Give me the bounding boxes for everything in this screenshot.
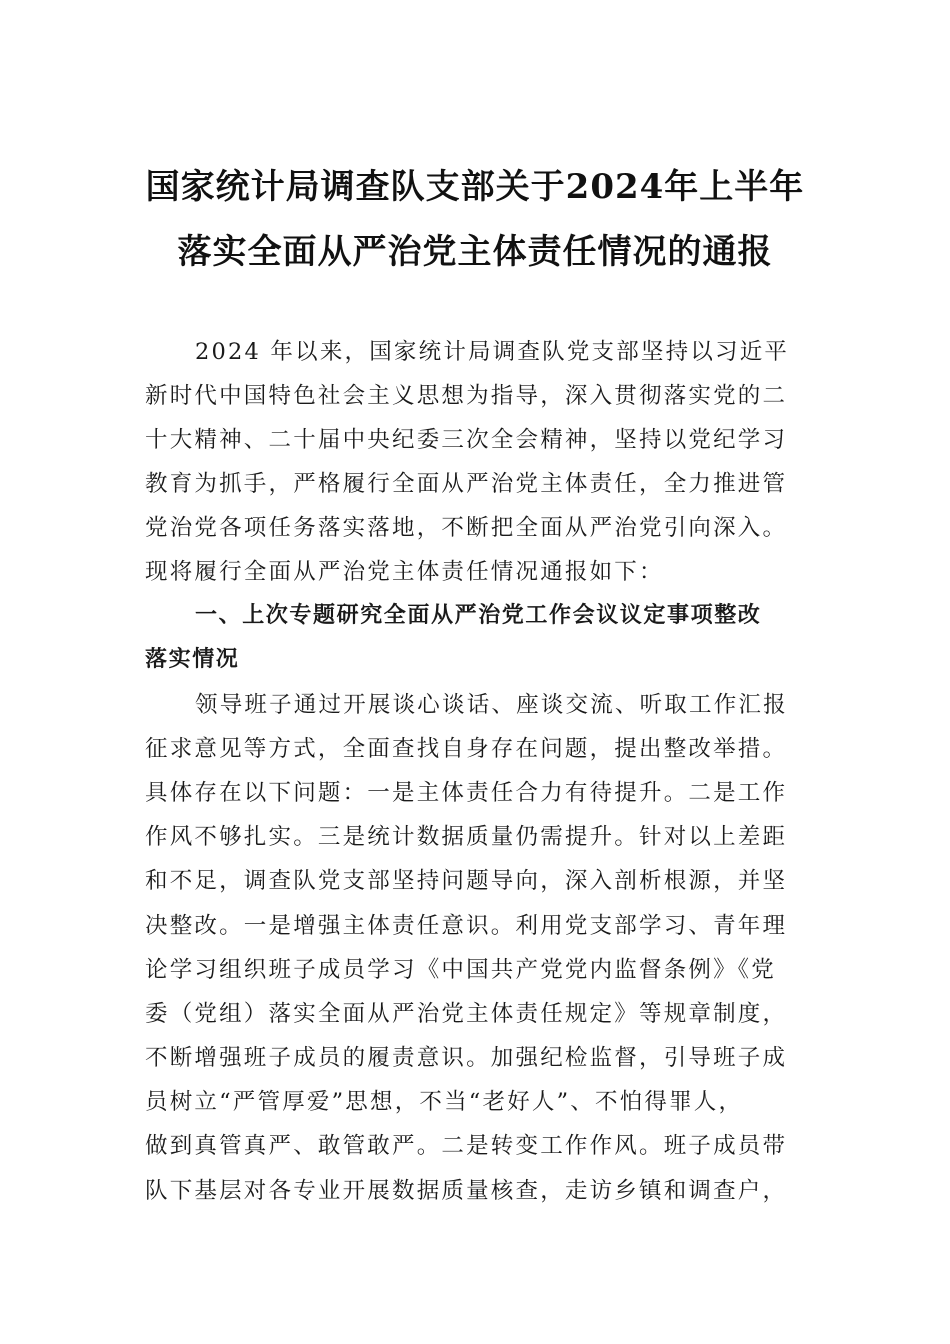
paragraph-2-line-3: 具体存在以下问题：一是主体责任合力有待提升。二是工作 xyxy=(145,780,788,806)
paragraph-1-line-4: 教育为抓手，严格履行全面从严治党主体责任，全力推进管 xyxy=(145,471,788,497)
paragraph-2-line-4: 作风不够扎实。三是统计数据质量仍需提升。针对以上差距 xyxy=(145,824,788,850)
document-title-line-1: 国家统计局调查队支部关于2024年上半年 xyxy=(145,167,805,207)
paragraph-2-line-12: 队下基层对各专业开展数据质量核查，走访乡镇和调查户， xyxy=(145,1178,788,1204)
paragraph-1-line-2: 新时代中国特色社会主义思想为指导，深入贯彻落实党的二 xyxy=(145,383,788,409)
paragraph-2-line-1: 领导班子通过开展谈心谈话、座谈交流、听取工作汇报 xyxy=(195,692,788,718)
paragraph-1-line-1: 2024 年以来，国家统计局调查队党支部坚持以习近平 xyxy=(195,339,790,365)
section-heading-line-1: 一、上次专题研究全面从严治党工作会议议定事项整改 xyxy=(195,603,762,628)
paragraph-2-line-2: 征求意见等方式，全面查找自身存在问题，提出整改举措。 xyxy=(145,736,788,762)
paragraph-2-line-5: 和不足，调查队党支部坚持问题导向，深入剖析根源，并坚 xyxy=(145,868,788,894)
paragraph-1-line-3: 十大精神、二十届中央纪委三次全会精神，坚持以党纪学习 xyxy=(145,427,788,453)
paragraph-2-line-11: 做到真管真严、敢管敢严。二是转变工作作风。班子成员带 xyxy=(145,1133,788,1159)
paragraph-1-line-5: 党治党各项任务落实落地，不断把全面从严治党引向深入。 xyxy=(145,515,788,541)
section-heading-line-2: 落实情况 xyxy=(145,647,240,672)
paragraph-2-line-10: 员树立“严管厚爱”思想，不当“老好人”、不怕得罪人， xyxy=(145,1089,744,1115)
paragraph-2-line-8: 委（党组）落实全面从严治党主体责任规定》等规章制度， xyxy=(145,1001,788,1027)
paragraph-2-line-6: 决整改。一是增强主体责任意识。利用党支部学习、青年理 xyxy=(145,913,788,939)
paragraph-2-line-9: 不断增强班子成员的履责意识。加强纪检监督，引导班子成 xyxy=(145,1045,788,1071)
paragraph-1-line-6: 现将履行全面从严治党主体责任情况通报如下： xyxy=(145,559,664,585)
document-title-line-2: 落实全面从严治党主体责任情况的通报 xyxy=(177,232,773,272)
paragraph-2-line-7: 论学习组织班子成员学习《中国共产党党内监督条例》《党 xyxy=(145,957,776,983)
